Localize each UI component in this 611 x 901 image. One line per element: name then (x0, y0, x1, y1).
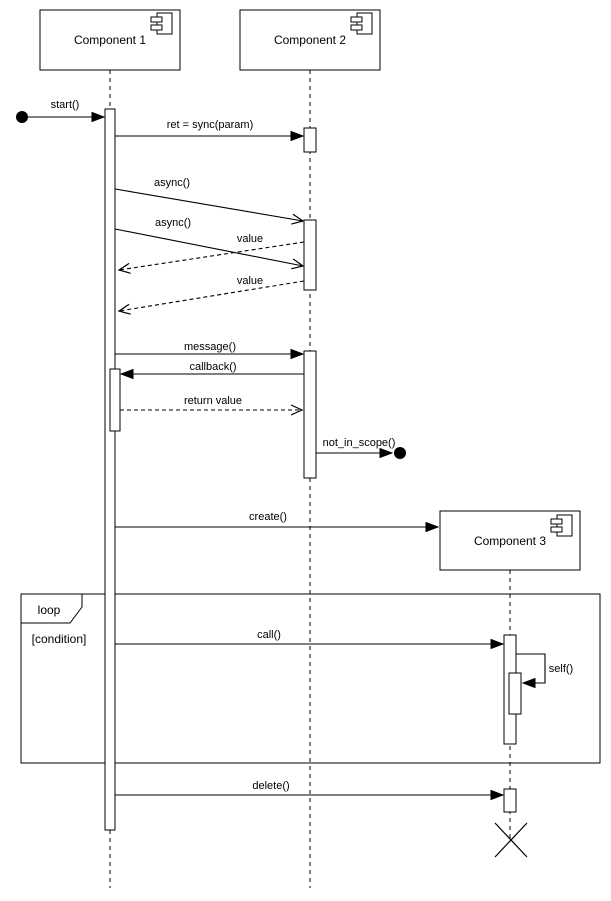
participant-component-2 (240, 10, 380, 70)
activation-component-2-async (304, 220, 316, 290)
activation-component-3-self (509, 673, 521, 714)
message-label: delete() (252, 780, 290, 792)
message-label: ret = sync(param) (166, 119, 254, 131)
message-label: value (236, 275, 264, 287)
message-call (115, 629, 503, 644)
lost-message-node (394, 447, 406, 459)
activation-component-3-delete (504, 789, 516, 812)
participant-component-1 (40, 10, 180, 70)
loop-operator-label: loop (37, 603, 61, 617)
loop-guard-label: [condition] (31, 632, 87, 646)
message-label: start() (50, 99, 80, 111)
destroy-marker (495, 823, 527, 857)
message-label: return value (183, 395, 243, 407)
message-label: self() (548, 663, 574, 675)
message-message (115, 341, 303, 354)
message-value-1 (119, 233, 304, 270)
participant-component-3 (440, 511, 580, 570)
message-create (115, 511, 438, 527)
message-label: async() (153, 177, 191, 189)
message-callback (121, 361, 304, 374)
activation-component-1 (105, 109, 115, 830)
message-self (516, 654, 573, 683)
message-label: value (236, 233, 264, 245)
message-line (115, 229, 303, 266)
participant-label: Component 3 (473, 534, 547, 548)
message-label: call() (257, 629, 281, 641)
message-label: async() (154, 217, 192, 229)
message-label: not_in_scope() (322, 437, 396, 449)
message-return-value (120, 395, 302, 410)
activation-component-2-sync (304, 128, 316, 152)
message-label: message() (184, 341, 236, 353)
message-value-2 (119, 275, 304, 311)
message-line (115, 189, 303, 221)
participant-label: Component 2 (273, 33, 347, 47)
message-delete (115, 780, 503, 795)
message-start (16, 99, 104, 123)
message-label: create() (249, 511, 287, 523)
participant-label: Component 1 (73, 33, 147, 47)
message-async-1 (115, 177, 303, 221)
message-line (119, 242, 304, 270)
found-message-node (16, 111, 28, 123)
message-ret-sync (115, 119, 303, 136)
message-label: callback() (189, 361, 237, 373)
activation-component-2-message (304, 351, 316, 478)
activation-component-1-nested (110, 369, 120, 431)
message-async-2 (115, 217, 303, 266)
message-line (119, 281, 304, 311)
message-not-in-scope (316, 437, 406, 459)
